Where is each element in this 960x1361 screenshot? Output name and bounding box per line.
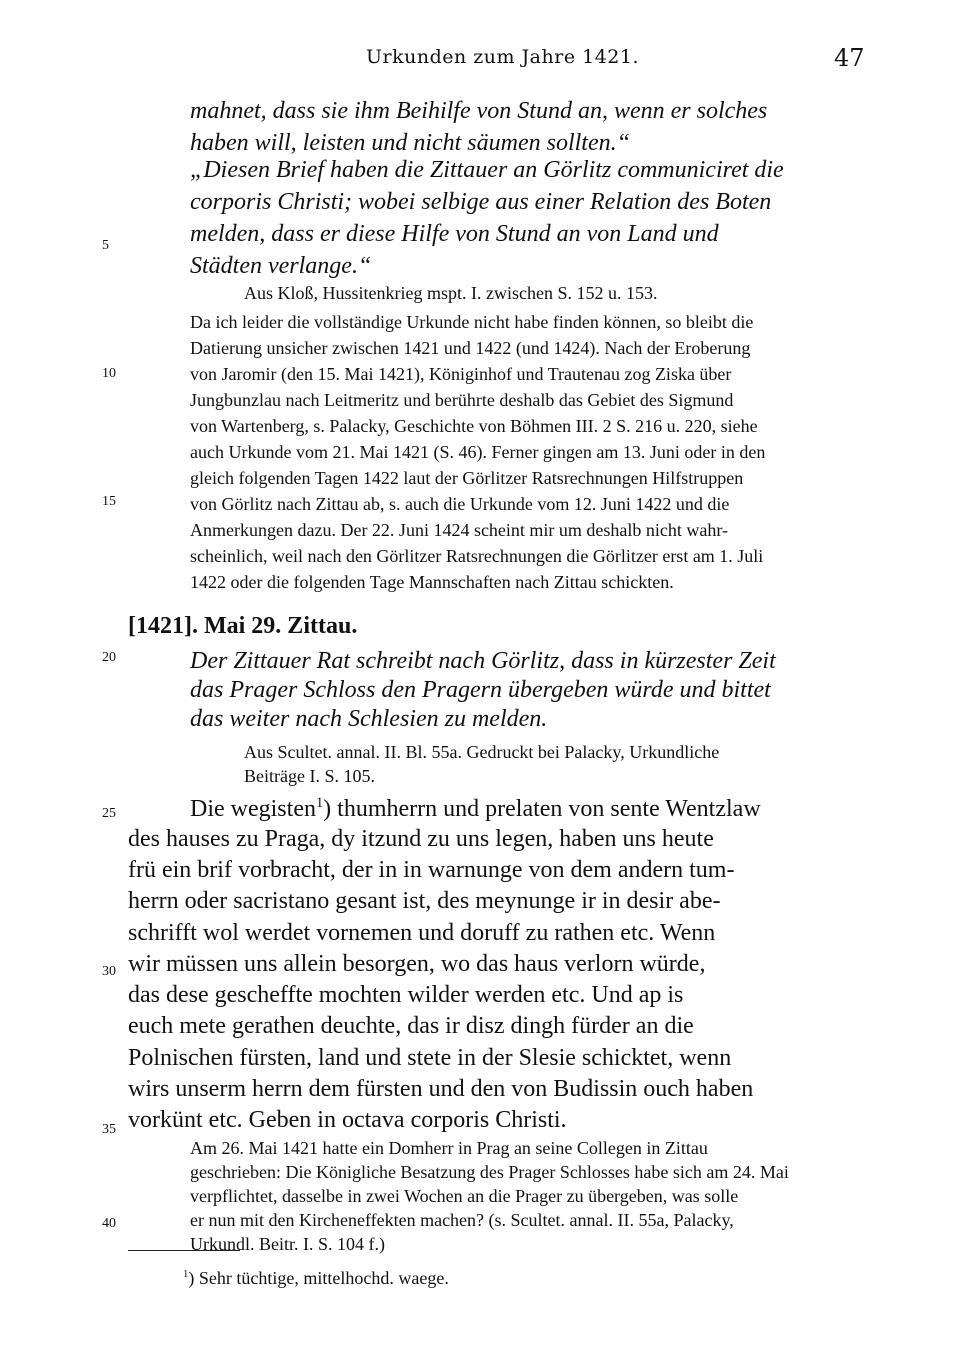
summary-line: das weiter nach Schlesien zu melden. xyxy=(190,706,548,732)
note-line: Anmerkungen dazu. Der 22. Juni 1424 scheint mir um deshalb nicht wahr- xyxy=(190,520,729,540)
footnote-marker: 1 xyxy=(315,795,324,811)
line-number: 35 xyxy=(102,1122,116,1137)
entry-heading: [1421]. Mai 29. Zittau. xyxy=(128,613,358,639)
note-line: Datierung unsicher zwischen 1421 und 1422 (und 1424). Nach der Eroberung xyxy=(190,338,751,358)
note-line: 1422 oder die folgenden Tage Mannschaften nach Zittau schickten. xyxy=(190,572,674,592)
source-citation: Beiträge I. S. 105. xyxy=(244,766,375,786)
summary-line: das Prager Schloss den Pragern übergeben würde und bittet xyxy=(190,677,771,703)
note-line: auch Urkunde vom 21. Mai 1421 (S. 46). Ferner gingen am 13. Juni oder in den xyxy=(190,442,766,462)
quote-line: corporis Christi; wobei selbige aus einer Relation des Boten xyxy=(190,189,772,215)
source-citation: Aus Kloß, Hussitenkrieg mspt. I. zwischen S. 152 u. 153. xyxy=(244,283,658,303)
line-number: 5 xyxy=(102,238,109,253)
text-line: schrifft wol werdet vornemen und doruff zu rathen etc. Wenn xyxy=(128,920,716,946)
text-line: das dese gescheffte mochten wilder werden etc. Und ap is xyxy=(128,982,684,1008)
note-line: scheinlich, weil nach den Görlitzer Ratsrechnungen die Görlitzer erst am 1. Juli xyxy=(190,546,764,566)
footnote-marker: 1 xyxy=(183,1268,189,1280)
note-line: geschrieben: Die Königliche Besatzung des Prager Schlosses habe sich am 24. Mai xyxy=(190,1162,789,1182)
text-first-rest: ) thumherrn und prelaten von sente Wentzlaw xyxy=(323,796,761,822)
note-line: Urkundl. Beitr. I. S. 104 f.) xyxy=(190,1234,385,1254)
note-line: Am 26. Mai 1421 hatte ein Domherr in Prag an seine Collegen in Zittau xyxy=(190,1138,708,1158)
note-line: von Jaromir (den 15. Mai 1421), Königinhof und Trautenau zog Ziska über xyxy=(190,364,732,384)
text-first-word: Die wegisten xyxy=(190,796,316,822)
quote-line: melden, dass er diese Hilfe von Stund an von Land und xyxy=(190,221,719,247)
summary-line: Der Zittauer Rat schreibt nach Görlitz, dass in kürzester Zeit xyxy=(190,648,776,674)
quote-line: „Diesen Brief haben die Zittauer an Görlitz communiciret die xyxy=(190,157,784,183)
note-line: von Görlitz nach Zittau ab, s. auch die Urkunde vom 12. Juni 1422 und die xyxy=(190,494,730,514)
quote-line: haben will, leisten und nicht säumen sollten.“ xyxy=(190,130,630,156)
text-line: euch mete gerathen deuchte, das ir disz dingh fürder an die xyxy=(128,1013,694,1039)
footnote-rule xyxy=(128,1250,240,1251)
source-citation: Aus Scultet. annal. II. Bl. 55a. Gedruckt bei Palacky, Urkundliche xyxy=(244,742,720,762)
running-title: Urkunden zum Jahre 1421. xyxy=(366,46,640,68)
text-line: frü ein brif vorbracht, der in in warnunge von dem andern tum- xyxy=(128,857,735,883)
quote-line: Städten verlange.“ xyxy=(190,253,372,279)
note-line: gleich folgenden Tagen 1422 laut der Görlitzer Ratsrechnungen Hilfstruppen xyxy=(190,468,744,488)
note-line: er nun mit den Kircheneffekten machen? (s. Scultet. annal. II. 55a, Palacky, xyxy=(190,1210,734,1230)
text-line: wir müssen uns allein besorgen, wo das haus verlorn würde, xyxy=(128,951,706,977)
page-number: 47 xyxy=(834,44,865,72)
line-number: 10 xyxy=(102,366,116,381)
note-line: Da ich leider die vollständige Urkunde nicht habe finden können, so bleibt die xyxy=(190,312,754,332)
line-number: 30 xyxy=(102,964,116,979)
line-number: 40 xyxy=(102,1216,116,1231)
text-line: vorkünt etc. Geben in octava corporis Christi. xyxy=(128,1107,567,1133)
text-line: des hauses zu Praga, dy itzund zu uns legen, haben uns heute xyxy=(128,826,714,852)
note-line: Jungbunzlau nach Leitmeritz und berührte deshalb das Gebiet des Sigmund xyxy=(190,390,734,410)
line-number: 25 xyxy=(102,806,116,821)
footnote xyxy=(183,1268,449,1289)
note-line: verpflichtet, dasselbe in zwei Wochen an die Prager zu übergeben, was solle xyxy=(190,1186,739,1206)
note-line: von Wartenberg, s. Palacky, Geschichte von Böhmen III. 2 S. 216 u. 220, siehe xyxy=(190,416,758,436)
text-line: Polnischen fürsten, land und stete in der Slesie schicktet, wenn xyxy=(128,1045,732,1071)
text-line: herrn oder sacristano gesant ist, des meynunge ir in desir abe- xyxy=(128,888,721,914)
text-line: wirs unserm herrn dem fürsten und den von Budissin ouch haben xyxy=(128,1076,754,1102)
line-number: 20 xyxy=(102,650,116,665)
text-line xyxy=(190,795,761,823)
line-number: 15 xyxy=(102,494,116,509)
footnote-text: ) Sehr tüchtige, mittelhochd. waege. xyxy=(188,1268,449,1288)
quote-line: mahnet, dass sie ihm Beihilfe von Stund an, wenn er solches xyxy=(190,98,768,124)
